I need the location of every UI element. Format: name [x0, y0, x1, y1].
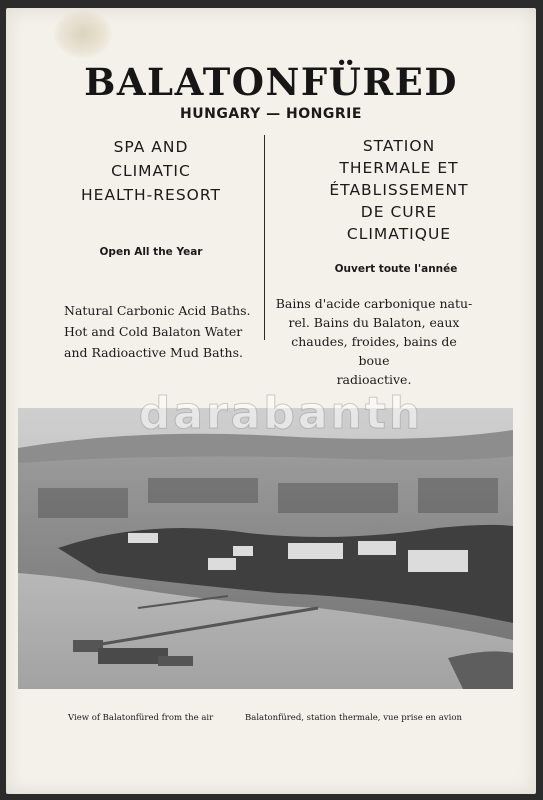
heading-line: STATION — [362, 137, 436, 155]
heading-line: CLIMATIQUE — [346, 225, 452, 243]
document-title: BALATONFÜRED — [84, 60, 458, 104]
stain-mark — [54, 10, 112, 58]
french-heading — [274, 135, 524, 245]
aerial-photo — [18, 408, 513, 689]
description-line: radioactive. — [336, 372, 412, 387]
aerial-photo-illustration — [18, 408, 513, 689]
description-line: rel. Bains du Balaton, eaux — [288, 315, 460, 330]
heading-line: HEALTH-RESORT — [81, 186, 221, 204]
heading-line: DE CURE — [360, 203, 438, 221]
english-heading — [51, 135, 251, 207]
english-description — [64, 300, 264, 363]
heading-line: THERMALE ET — [339, 159, 459, 177]
brochure-page — [6, 8, 536, 794]
column-divider — [264, 135, 265, 340]
heading-line: CLIMATIC — [111, 162, 191, 180]
description-line: chaudes, froides, bains de boue — [291, 334, 457, 368]
heading-line: ÉTABLISSEMENT — [329, 181, 469, 199]
description-line: Hot and Cold Balaton Water — [64, 324, 243, 339]
heading-line: SPA AND — [113, 138, 189, 156]
description-line: Natural Carbonic Acid Baths. — [64, 303, 251, 318]
watermark-text: darabanth — [138, 388, 424, 439]
french-description — [274, 294, 474, 389]
open-all-year: Open All the Year — [99, 246, 203, 258]
ouvert-toute-annee: Ouvert toute l'année — [334, 263, 458, 275]
document-subtitle: HUNGARY — HONGRIE — [180, 106, 362, 122]
photo-caption-french: Balatonfüred, station thermale, vue prise en avion — [245, 713, 462, 723]
description-line: and Radioactive Mud Baths. — [64, 345, 243, 360]
photo-caption-english: View of Balatonfüred from the air — [68, 713, 214, 723]
description-line: Bains d'acide carbonique natu- — [275, 296, 473, 311]
